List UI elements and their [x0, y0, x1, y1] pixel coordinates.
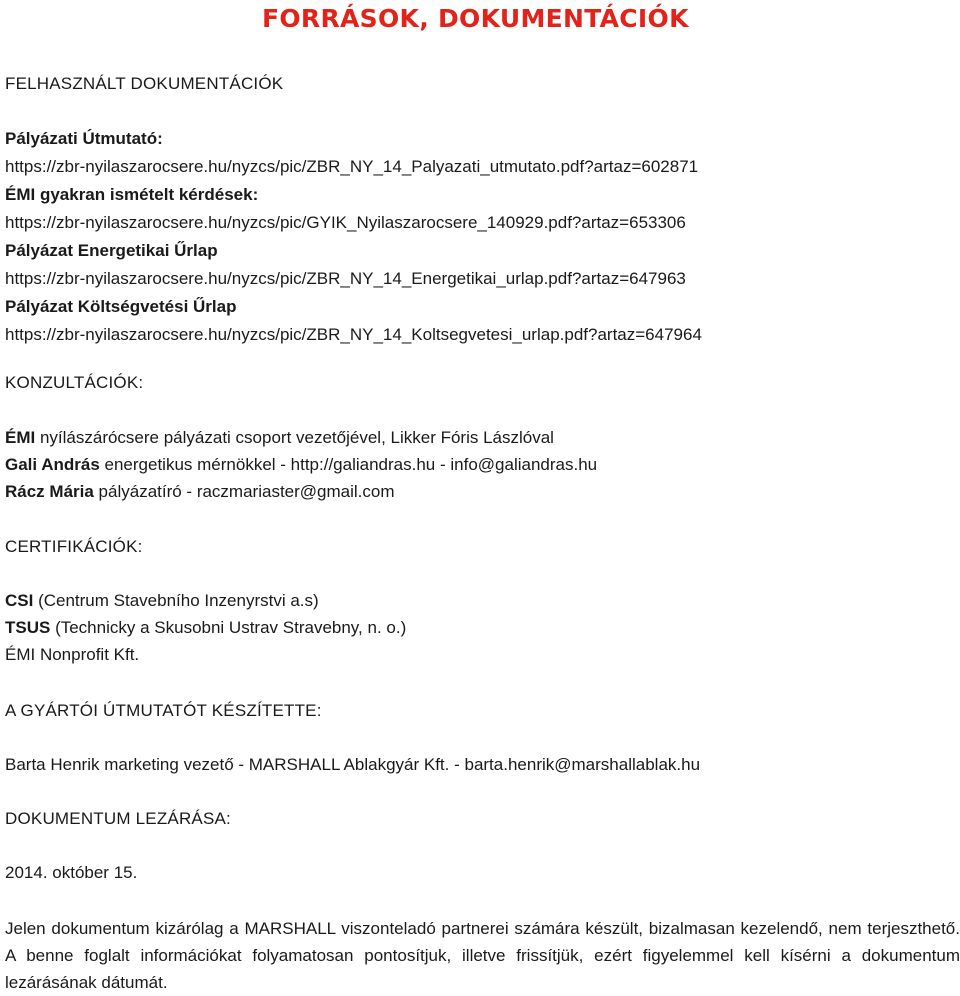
consultation-item-3 — [5, 481, 395, 503]
doc-url-3[interactable]: https://zbr-nyilaszarocsere.hu/nyzcs/pic/ZBR_NY_14_Energetikai_urlap.pdf?artaz=647963 — [5, 269, 686, 288]
closing-heading: DOKUMENTUM LEZÁRÁSA: — [5, 809, 231, 828]
author-text: Barta Henrik marketing vezető - MARSHALL Ablakgyár Kft. - barta.henrik@marshallablak.hu — [5, 755, 701, 774]
certification-name: TSUS — [5, 618, 51, 637]
certification-name: CSI — [5, 591, 34, 610]
used-docs-heading: FELHASZNÁLT DOKUMENTÁCIÓK — [5, 74, 284, 93]
consultation-name: ÉMI — [5, 428, 36, 447]
certifications-heading: CERTIFIKÁCIÓK: — [5, 537, 143, 556]
consultation-item-2 — [5, 454, 597, 476]
doc-label-2: ÉMI gyakran ismételt kérdések: — [5, 185, 259, 204]
consultation-text: pályázatíró - raczmariaster@gmail.com — [93, 482, 395, 501]
disclaimer-paragraph: Jelen dokumentum kizárólag a MARSHALL viszonteladó partnerei számára készült, bizalmasan kezelendő, nem terjeszthető. A benne foglalt információkat folyamatosan pontosítjuk, illetve frissítjük, ezért figyelemmel kell kísérni a dokumentum lezárásának dátumát. — [5, 919, 960, 992]
doc-label-3: Pályázat Energetikai Űrlap — [5, 241, 218, 260]
doc-label-1: Pályázati Útmutató: — [5, 129, 163, 148]
doc-url-4[interactable]: https://zbr-nyilaszarocsere.hu/nyzcs/pic/ZBR_NY_14_Koltsegvetesi_urlap.pdf?artaz=647964 — [5, 325, 702, 344]
consultation-name: Rácz Mária — [5, 482, 94, 501]
certification-item-3 — [5, 644, 139, 666]
author-heading: A GYÁRTÓI ÚTMUTATÓT KÉSZÍTETTE: — [5, 701, 322, 720]
consultation-item-1 — [5, 427, 554, 449]
consultation-name: Gali András — [5, 455, 100, 474]
certification-item-2 — [5, 617, 406, 639]
consultation-text: energetikus mérnökkel - http://galiandras.hu - info@galiandras.hu — [99, 455, 598, 474]
certification-text: ÉMI Nonprofit Kft. — [5, 645, 140, 664]
certification-item-1 — [5, 590, 319, 612]
closing-date: 2014. október 15. — [5, 863, 138, 882]
consultations-heading: KONZULTÁCIÓK: — [5, 373, 144, 392]
certification-text: (Centrum Stavebního Inzenyrstvi a.s) — [33, 591, 319, 610]
page-title: FORRÁSOK, DOKUMENTÁCIÓK — [262, 4, 689, 33]
consultation-text: nyílászárócsere pályázati csoport vezetőjével, Likker Fóris Lászlóval — [35, 428, 554, 447]
doc-url-2[interactable]: https://zbr-nyilaszarocsere.hu/nyzcs/pic/GYIK_Nyilaszarocsere_140929.pdf?artaz=653306 — [5, 213, 686, 232]
doc-url-1[interactable]: https://zbr-nyilaszarocsere.hu/nyzcs/pic/ZBR_NY_14_Palyazati_utmutato.pdf?artaz=602871 — [5, 157, 699, 176]
certification-text: (Technicky a Skusobni Ustrav Stravebny, n. o.) — [50, 618, 407, 637]
doc-label-4: Pályázat Költségvetési Űrlap — [5, 297, 237, 316]
